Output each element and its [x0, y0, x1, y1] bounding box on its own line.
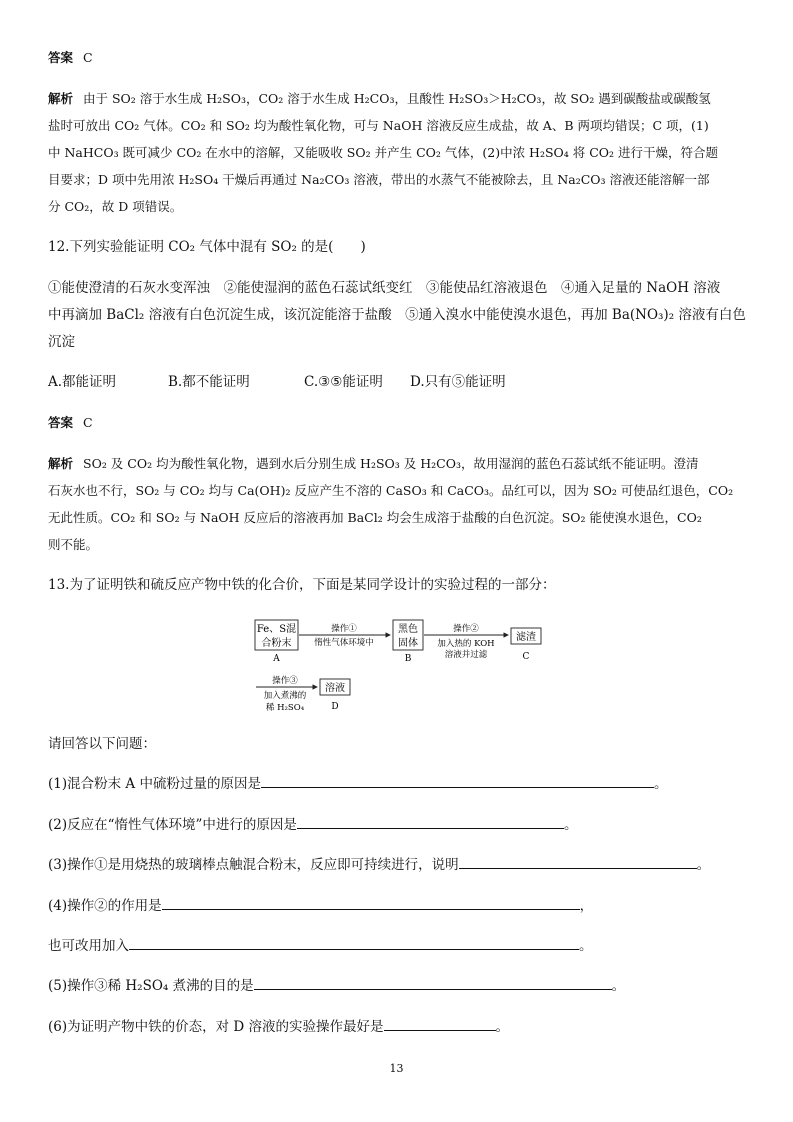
answer-blank[interactable] [254, 975, 612, 990]
analysis-11 [48, 85, 748, 220]
analysis-line: 分 CO₂，故 D 项错误。 [48, 199, 183, 214]
sub-question-end: 。 [495, 1019, 510, 1035]
label-b: B [404, 654, 412, 664]
box-d-text: 溶液 [325, 683, 345, 694]
analysis-line: 由于 SO₂ 溶于水生成 H₂SO₃，CO₂ 溶于水生成 H₂CO₃，且酸性 H₂SO₃＞H₂CO₃，故 SO₂ 遇到碳酸盐或碳酸氢 [83, 91, 711, 106]
sub-question-1 [48, 771, 748, 798]
option-a: A.都能证明 [48, 374, 117, 390]
answer-blank[interactable] [129, 935, 579, 950]
box-a-text: Fe、S混 [256, 624, 297, 635]
answer-prompt: 请回答以下问题： [48, 736, 156, 752]
sub-question-text: (6)为证明产物中铁的价态，对 D 溶液的实验操作最好是 [48, 1019, 384, 1035]
op3-condition: 加入煮沸的 [263, 691, 307, 701]
sub-question-end: 。 [579, 938, 593, 954]
sub-question-4 [48, 893, 748, 920]
option-d: D.只有⑤能证明 [410, 374, 506, 390]
experiment-flow-diagram [250, 617, 550, 717]
analysis-line: 石灰水也不行，SO₂ 与 CO₂ 均与 Ca(OH)₂ 反应产生不溶的 CaSO₃ 和 CaCO₃。品红可以，因为 SO₂ 可使品红退色，CO₂ [48, 483, 734, 498]
answer-blank[interactable] [384, 1016, 496, 1031]
sub-question-text: (2)反应在“惰性气体环境”中进行的原因是 [48, 817, 297, 833]
analysis-12 [48, 450, 748, 558]
condition-line: 沉淀 [48, 334, 75, 350]
box-b-text: 固体 [398, 638, 418, 649]
question-12-conditions [48, 275, 748, 356]
box-a-text: 合粉末 [261, 638, 292, 649]
sub-question-text: (1)混合粉末 A 中硫粉过量的原因是 [48, 776, 261, 792]
answer-11 [48, 44, 748, 71]
label-c: C [522, 652, 530, 662]
answer-12 [48, 409, 748, 436]
sub-question-2 [48, 812, 748, 839]
sub-question-end: 。 [563, 817, 578, 833]
analysis-label: 解析 [48, 456, 74, 471]
analysis-line: 无此性质。CO₂ 和 SO₂ 与 NaOH 反应后的溶液再加 BaCl₂ 均会生成溶于盐酸的白色沉淀。SO₂ 能使溴水退色，CO₂ [48, 510, 702, 525]
op3-condition: 稀 H₂SO₄ [265, 703, 305, 713]
sub-question-end: 。 [611, 978, 626, 994]
op3-label: 操作③ [272, 676, 298, 686]
label-d: D [331, 702, 339, 712]
box-c-text: 滤渣 [516, 632, 536, 643]
page-number: 13 [389, 1062, 404, 1075]
answer-value: C [83, 415, 93, 430]
analysis-line: 则不能。 [48, 537, 99, 552]
op1-condition: 惰性气体环境中 [314, 638, 374, 648]
question-13-stem: 13.为了证明铁和硫反应产物中铁的化合价，下面是某同学设计的实验过程的一部分： [48, 577, 556, 593]
op2-label: 操作② [453, 624, 479, 634]
sub-question-text: (4)操作②的作用是 [48, 898, 162, 914]
op2-condition: 加入热的 KOH [437, 639, 495, 649]
answer-blank[interactable] [297, 814, 564, 829]
answer-blank[interactable] [162, 895, 580, 910]
sub-question-5 [48, 973, 748, 1000]
analysis-line: 盐时可放出 CO₂ 气体。CO₂ 和 SO₂ 均为酸性氧化物，可与 NaOH 溶液反应生成盐，故 A、B 两项均错误；C 项，(1) [48, 118, 709, 133]
option-c: C.③⑤能证明 [304, 374, 383, 390]
sub-question-4b [48, 933, 748, 960]
sub-question-text: (3)操作①是用烧热的玻璃棒点触混合粉末，反应即可持续进行，说明 [48, 857, 459, 873]
analysis-label: 解析 [48, 91, 74, 106]
answer-label: 答案 [48, 50, 74, 65]
sub-question-6 [48, 1014, 748, 1041]
question-12-options [48, 369, 748, 396]
sub-question-text: (5)操作③稀 H₂SO₄ 煮沸的目的是 [48, 978, 254, 994]
question-12-stem: 12.下列实验能证明 CO₂ 气体中混有 SO₂ 的是( ) [48, 239, 366, 255]
analysis-line: 中 NaHCO₃ 既可减少 CO₂ 在水中的溶解，又能吸收 SO₂ 并产生 CO₂ 气体，(2)中浓 H₂SO₄ 将 CO₂ 进行干燥，符合题 [48, 145, 719, 160]
condition-line: 中再滴加 BaCl₂ 溶液有白色沉淀生成，该沉淀能溶于盐酸 ⑤通入溴水中能使溴水退色，再加 Ba(NO₃)₂ 溶液有白色 [48, 307, 746, 323]
answer-value: C [83, 50, 93, 65]
sub-question-end: 。 [696, 857, 711, 873]
answer-blank[interactable] [261, 773, 654, 788]
analysis-line: SO₂ 及 CO₂ 均为酸性氧化物，遇到水后分别生成 H₂SO₃ 及 H₂CO₃，故用湿润的蓝色石蕊试纸不能证明。澄清 [83, 456, 699, 471]
op1-label: 操作① [331, 624, 357, 634]
sub-question-end: 。 [653, 776, 668, 792]
condition-line: ①能使澄清的石灰水变浑浊 ②能使湿润的蓝色石蕊试纸变红 ③能使品红溶液退色 ④通入足量的 NaOH 溶液 [48, 280, 721, 296]
sub-question-3 [48, 852, 748, 879]
label-a: A [273, 654, 280, 664]
sub-question-end: ， [579, 898, 594, 914]
op2-condition: 溶液并过滤 [444, 650, 488, 660]
answer-label: 答案 [48, 415, 74, 430]
sub-question-text: 也可改用加入 [48, 938, 129, 954]
box-b-text: 黑色 [398, 624, 418, 635]
analysis-line: 目要求；D 项中先用浓 H₂SO₄ 干燥后再通过 Na₂CO₃ 溶液，带出的水蒸气不能被除去，且 Na₂CO₃ 溶液还能溶解一部 [48, 172, 710, 187]
option-b: B.都不能证明 [168, 374, 250, 390]
answer-blank[interactable] [459, 854, 697, 869]
